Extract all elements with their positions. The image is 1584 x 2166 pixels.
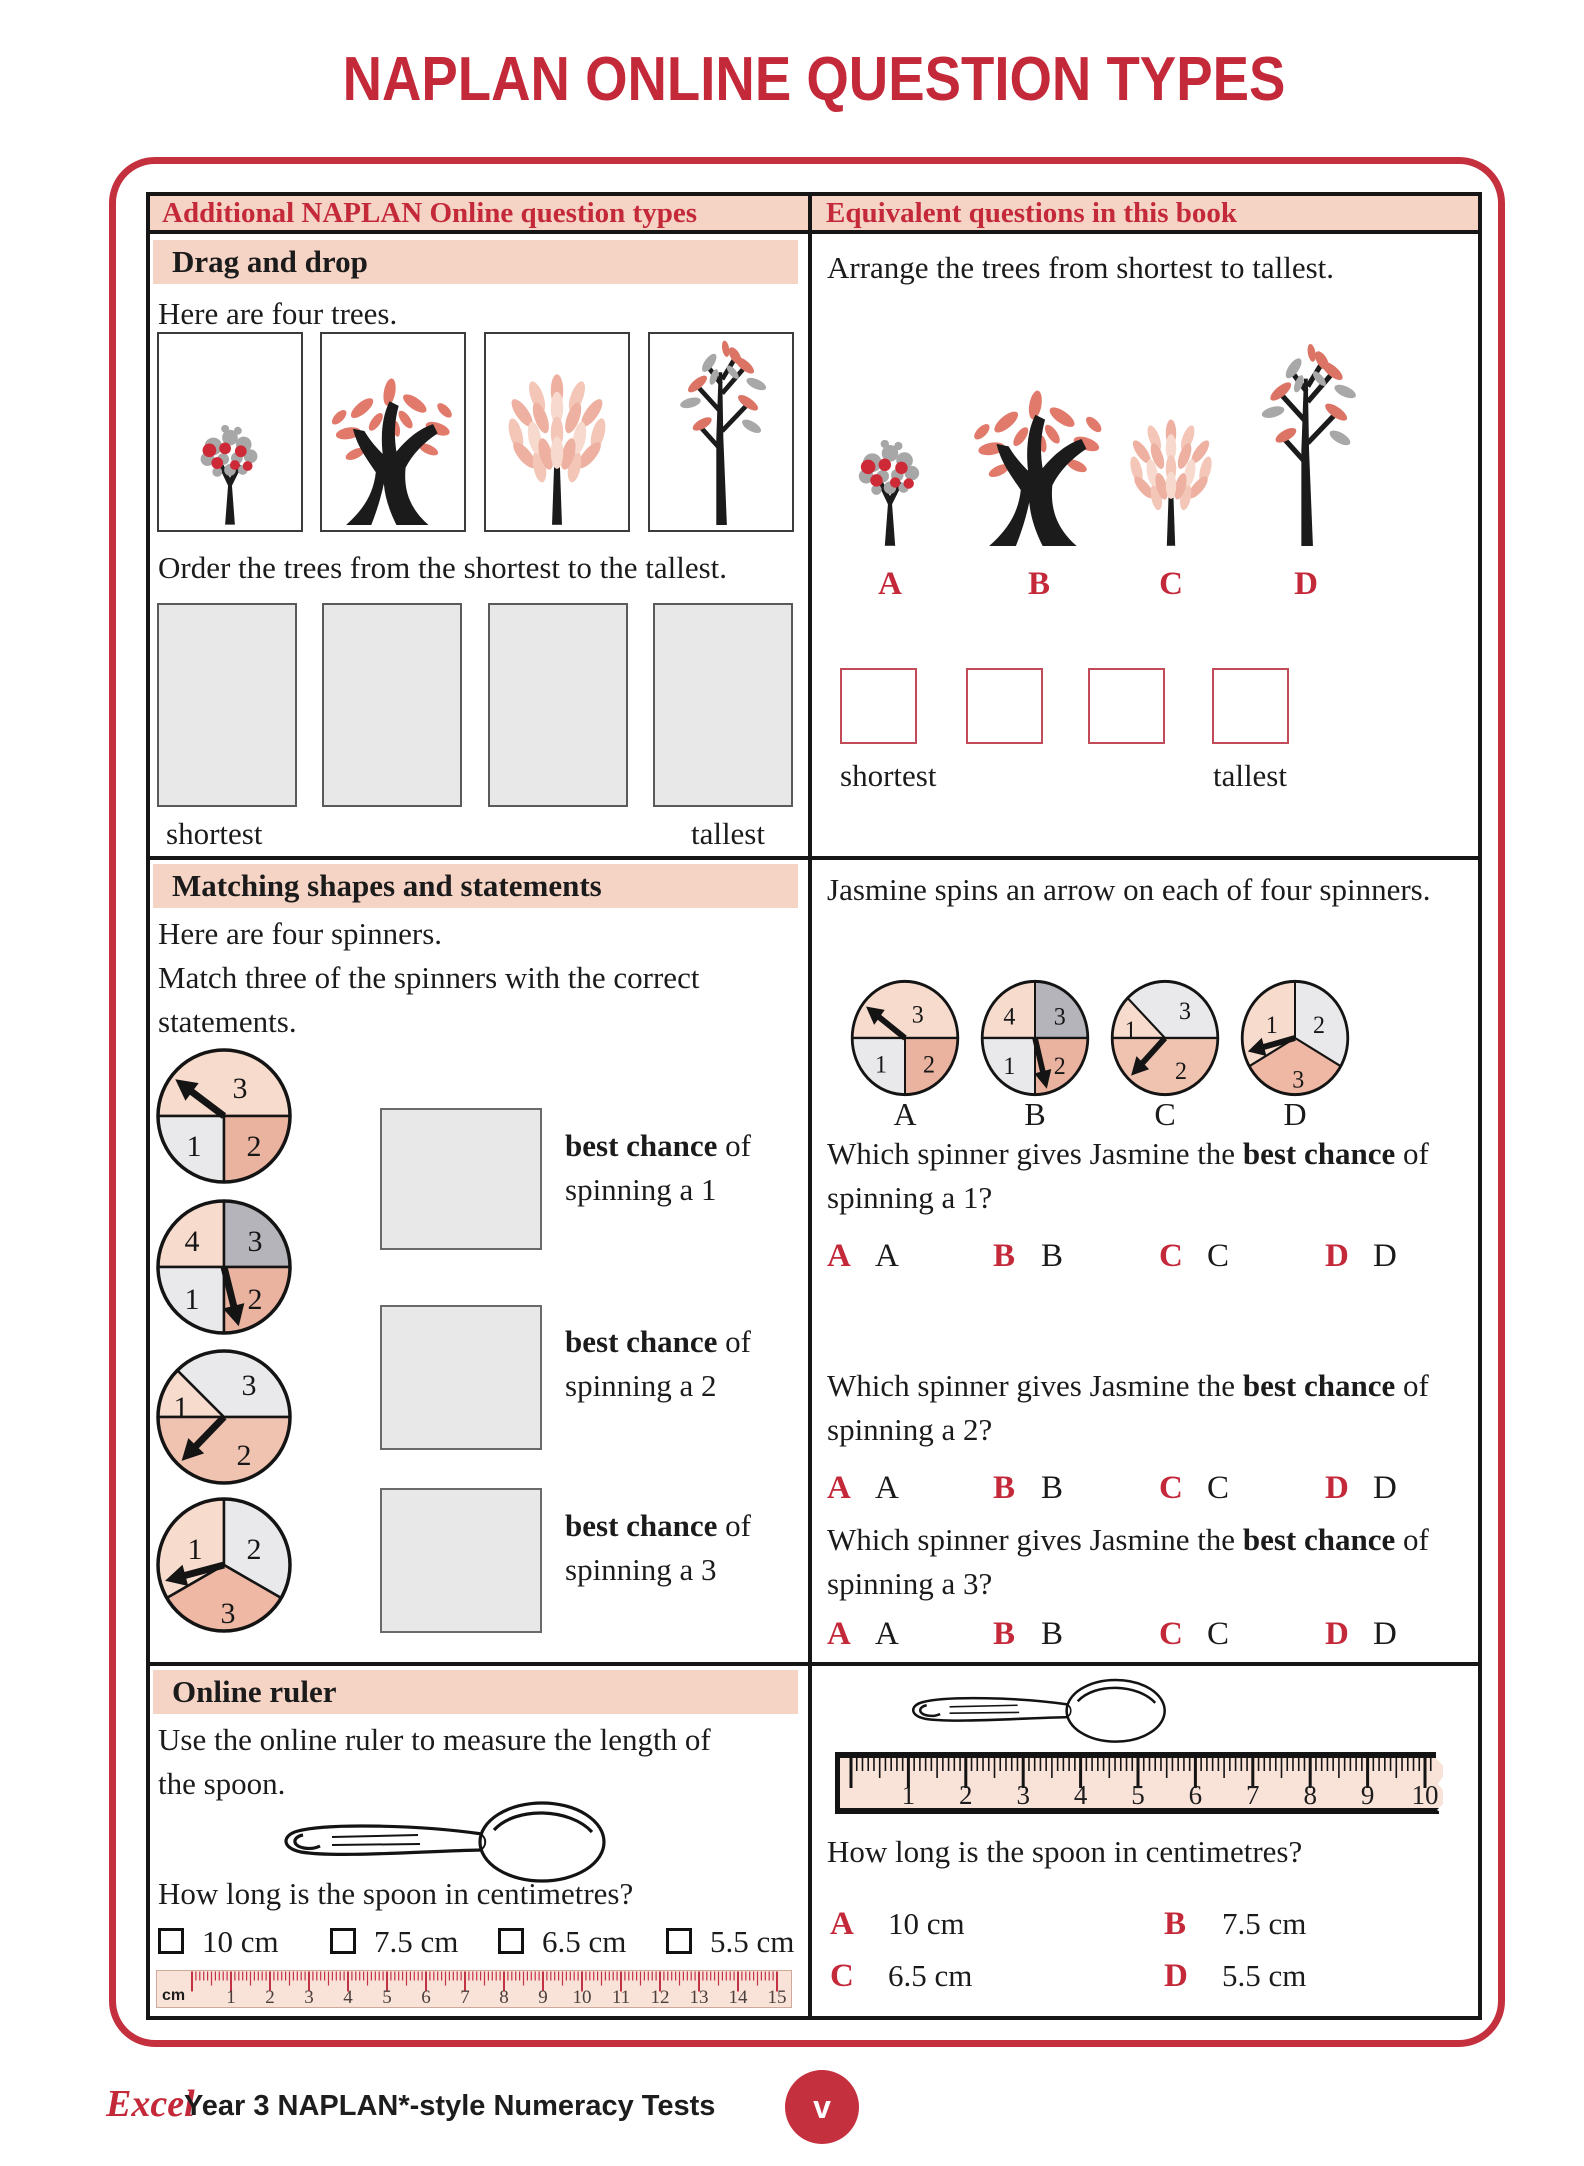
statement-2-line2: spinning a 2 xyxy=(565,1368,717,1403)
svg-text:1: 1 xyxy=(226,1987,236,2008)
spinner-label-d: D xyxy=(1283,1096,1307,1132)
question-2-line2: spinning a 2? xyxy=(827,1412,993,1447)
svg-text:11: 11 xyxy=(611,1987,631,2008)
checkbox-label-3: 6.5 cm xyxy=(542,1924,627,1959)
svg-text:8: 8 xyxy=(499,1987,509,2008)
svg-text:2: 2 xyxy=(959,1780,973,1810)
page-title: NAPLAN ONLINE QUESTION TYPES xyxy=(342,45,1286,114)
question-text: How long is the spoon in centimetres? xyxy=(827,1834,1303,1869)
statement-2-line1: best chance of xyxy=(565,1324,751,1359)
svg-text:2: 2 xyxy=(1312,1011,1326,1040)
spoon-icon xyxy=(900,1676,1170,1744)
column-header-left: Additional NAPLAN Online question types xyxy=(162,197,697,229)
spinner-label-b: B xyxy=(1024,1096,1046,1132)
question-3-line2: spinning a 3? xyxy=(827,1566,993,1601)
svg-text:2: 2 xyxy=(246,1533,262,1566)
svg-text:1: 1 xyxy=(901,1780,916,1810)
option-c[interactable]: C xyxy=(1159,1470,1183,1506)
svg-text:1: 1 xyxy=(874,1050,888,1079)
question-3-line1: Which spinner gives Jasmine the best chance of xyxy=(827,1522,1429,1557)
svg-text:1: 1 xyxy=(1265,1011,1278,1040)
svg-text:3: 3 xyxy=(232,1072,248,1105)
svg-text:4: 4 xyxy=(184,1225,200,1258)
svg-text:2: 2 xyxy=(922,1050,936,1079)
checkbox-label-1: 10 cm xyxy=(202,1924,279,1959)
svg-text:1: 1 xyxy=(1124,1016,1137,1045)
svg-text:14: 14 xyxy=(728,1987,748,2008)
brand-logo: Excel xyxy=(106,2083,195,2125)
svg-text:1: 1 xyxy=(1003,1052,1016,1081)
svg-text:4: 4 xyxy=(1003,1002,1016,1031)
svg-text:2: 2 xyxy=(1053,1052,1066,1081)
svg-text:6: 6 xyxy=(421,1987,431,2008)
checkbox-label-2: 7.5 cm xyxy=(374,1924,459,1959)
tree-label-c: C xyxy=(1159,566,1183,602)
svg-text:4: 4 xyxy=(343,1987,353,2008)
instruction-line2: statements. xyxy=(158,1004,297,1039)
svg-text:2: 2 xyxy=(246,1130,262,1163)
option-a[interactable]: A xyxy=(827,1470,851,1506)
question-2-options: A A B B C C D D xyxy=(827,1470,1397,1506)
option-a[interactable]: A xyxy=(827,1616,851,1652)
svg-text:12: 12 xyxy=(650,1987,670,2008)
section-title: Drag and drop xyxy=(172,244,368,279)
svg-text:7: 7 xyxy=(1246,1780,1260,1810)
option-a[interactable]: A xyxy=(827,1238,851,1274)
tallest-label: tallest xyxy=(1212,758,1287,793)
tree-label-b: B xyxy=(1027,566,1050,602)
question-1-line1: Which spinner gives Jasmine the best chance of xyxy=(827,1136,1429,1171)
page-number-badge: v xyxy=(785,2070,859,2144)
option-d-label: 5.5 cm xyxy=(1222,1958,1307,1993)
svg-text:3: 3 xyxy=(220,1597,236,1630)
svg-text:1: 1 xyxy=(184,1283,200,1316)
tree-label-d: D xyxy=(1294,566,1318,602)
option-a-label: 10 cm xyxy=(888,1906,965,1941)
svg-text:1: 1 xyxy=(187,1533,203,1566)
option-b[interactable]: B xyxy=(1164,1906,1187,1942)
svg-text:10: 10 xyxy=(572,1987,592,2008)
option-c[interactable]: C xyxy=(1159,1238,1183,1274)
shortest-label: shortest xyxy=(840,758,937,793)
option-d[interactable]: D xyxy=(1325,1616,1349,1652)
svg-text:3: 3 xyxy=(304,1987,314,2008)
spinner-label-c: C xyxy=(1154,1096,1176,1132)
option-b[interactable]: B xyxy=(993,1616,1016,1652)
svg-text:3: 3 xyxy=(1292,1066,1305,1094)
option-c[interactable]: C xyxy=(830,1958,854,1994)
instruction-text: Order the trees from the shortest to the tallest. xyxy=(158,550,728,585)
statement-3-line2: spinning a 3 xyxy=(565,1552,717,1587)
svg-text:2: 2 xyxy=(247,1283,263,1316)
statement-1-line2: spinning a 1 xyxy=(565,1172,717,1207)
intro-text: Here are four trees. xyxy=(158,296,398,331)
printed-ruler xyxy=(835,1752,1449,1818)
svg-text:6: 6 xyxy=(1188,1780,1203,1810)
svg-text:3: 3 xyxy=(911,1000,924,1029)
svg-text:2: 2 xyxy=(265,1987,275,2008)
statement-3-line1: best chance of xyxy=(565,1508,751,1543)
tree-label-a: A xyxy=(878,566,902,602)
svg-text:3: 3 xyxy=(1053,1002,1066,1031)
option-b[interactable]: B xyxy=(993,1470,1016,1506)
option-d[interactable]: D xyxy=(1325,1470,1349,1506)
svg-text:8: 8 xyxy=(1303,1780,1317,1810)
svg-text:4: 4 xyxy=(1073,1780,1088,1810)
option-b[interactable]: B xyxy=(993,1238,1016,1274)
option-d[interactable]: D xyxy=(1325,1238,1349,1274)
option-d[interactable]: D xyxy=(1164,1958,1188,1994)
svg-text:2: 2 xyxy=(236,1439,252,1472)
svg-text:1: 1 xyxy=(173,1391,189,1424)
column-header-right: Equivalent questions in this book xyxy=(826,197,1237,229)
section-title: Online ruler xyxy=(172,1674,337,1709)
spinner-label-a: A xyxy=(893,1096,917,1132)
checkbox-label-4: 5.5 cm xyxy=(710,1924,795,1959)
instruction-line2: the spoon. xyxy=(158,1766,286,1801)
instruction-line1: Use the online ruler to measure the length of xyxy=(158,1722,711,1757)
svg-text:10: 10 xyxy=(1411,1780,1439,1810)
svg-text:13: 13 xyxy=(689,1987,709,2008)
svg-text:3: 3 xyxy=(1178,997,1192,1026)
intro-text: Jasmine spins an arrow on each of four spinners. xyxy=(827,872,1431,907)
tallest-label: tallest xyxy=(690,816,765,851)
section-title: Matching shapes and statements xyxy=(172,868,602,903)
option-b-label: 7.5 cm xyxy=(1222,1906,1307,1941)
question-3-options: A A B B C C D D xyxy=(827,1616,1397,1652)
option-a[interactable]: A xyxy=(830,1906,854,1942)
svg-text:3: 3 xyxy=(247,1225,263,1258)
option-c-label: 6.5 cm xyxy=(888,1958,973,1993)
svg-text:cm: cm xyxy=(162,1987,186,2004)
svg-text:3: 3 xyxy=(241,1369,257,1402)
shortest-label: shortest xyxy=(166,816,263,851)
svg-text:15: 15 xyxy=(767,1987,787,2008)
svg-text:3: 3 xyxy=(1016,1780,1030,1810)
svg-text:9: 9 xyxy=(538,1987,548,2008)
question-1-line2: spinning a 1? xyxy=(827,1180,993,1215)
svg-text:5: 5 xyxy=(382,1987,392,2008)
intro-text: Here are four spinners. xyxy=(158,916,443,951)
svg-text:9: 9 xyxy=(1360,1780,1375,1810)
svg-text:2: 2 xyxy=(1174,1057,1188,1086)
svg-text:1: 1 xyxy=(186,1130,202,1163)
instruction-line1: Match three of the spinners with the correct xyxy=(158,960,700,995)
instruction-text: Arrange the trees from shortest to tallest. xyxy=(827,250,1335,285)
option-c[interactable]: C xyxy=(1159,1616,1183,1652)
book-title: Year 3 NAPLAN*-style Numeracy Tests xyxy=(184,2090,716,2122)
question-text: How long is the spoon in centimetres? xyxy=(158,1876,634,1911)
question-2-line1: Which spinner gives Jasmine the best chance of xyxy=(827,1368,1429,1403)
svg-text:7: 7 xyxy=(460,1987,470,2008)
statement-1-line1: best chance of xyxy=(565,1128,751,1163)
svg-text:5: 5 xyxy=(1131,1780,1145,1810)
question-1-options: A A B B C C D D xyxy=(827,1238,1397,1274)
